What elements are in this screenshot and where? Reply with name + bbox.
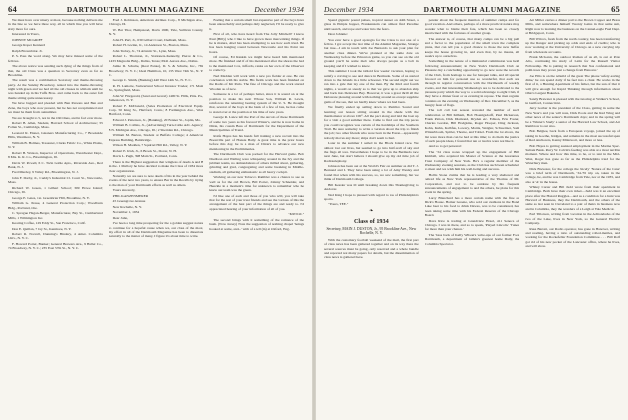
- paragraph: Naturally we are sure to note deeds of his in the year behind the events of the next two years, to ensure Bar in the Recalls by trying to the man of your Dartmouth efforts as well as others.: [108, 174, 204, 187]
- left-column-2: [109, 18, 204, 418]
- paragraph: John Trebey, Jr., 74 Atlantic St., Lynn, Mass.: [112, 48, 177, 53]
- section-ornament: ❧: [369, 208, 374, 214]
- paragraph: George Roper Kennard: [12, 43, 46, 48]
- paragraph: William B. Collins, Jr., (Advertising) Turn-Cable Adv. Agency; 8 N. Michigan Ave., Chicago, Ill.; 2 Sheridan Rd., Chicago.: [108, 123, 204, 132]
- paragraph: Robert B. Allen, Student, Harvard School of Architecture; 33 Follen St., Cambridge, Mass.: [8, 121, 103, 130]
- paragraph: Dear John,: [112, 215, 129, 220]
- running-title: DARTMOUTH ALUMNI MAGAZINE: [66, 5, 205, 14]
- paragraph: The result was a combination Secretary and theme-throwing party. At the Sunday Broadway, rented into the theme-throwing night with green and we had all the old classes in whilom until he was handed up in his Tuffs Bow- and came back to the outer fall theme sitting quite unnecessary.: [8, 78, 103, 100]
- section-title: Class of 1934: [353, 217, 389, 225]
- right-column-1: [324, 18, 419, 418]
- issue-date: December 1934: [324, 5, 374, 14]
- running-title: DARTMOUTH ALUMNI MAGAZINE: [423, 5, 562, 14]
- right-column-1-after: [324, 238, 419, 260]
- paragraph: Davis W. Powell, 6 C. Twin Gable Apts., Riverside Ave., Red Bank, N. J.: [8, 160, 103, 169]
- paragraph: PHIL KANZENMERER: [112, 193, 149, 198]
- paragraph: F. Howard Porter, Banker; General Brewers Ave., 9 Haller Co., 74 Broadway, N. Y. C.; 235 East 57th St., N. Y. C.: [8, 241, 103, 251]
- right-page: [316, 0, 628, 420]
- paragraph: Don E. Quillan, 7 Jay St., Kenmore, N. Y.: [12, 226, 72, 231]
- page-number: 65: [611, 4, 620, 14]
- paragraph: George E. Gates, 1st. Greenbrier Hill, Brookline, N. Y.: [12, 195, 90, 200]
- paragraph: We are brought to 5, not in the Old Ones, and in fact ever more.: [12, 115, 103, 120]
- left-column-1: [8, 18, 103, 418]
- paragraph: W. Bar Thor, Hempstead, Davis 1900, Yale, Sullivan County, N. Y.: [108, 27, 204, 37]
- paragraph: Fred Murdey, 9 Valley Rd., Bloomington, N. J.: [12, 170, 79, 175]
- right-column-1-body: [324, 18, 419, 207]
- paragraph: Ned King I hope is pleased with regard to tos of Philadelphia's sports.: [324, 192, 419, 201]
- paragraph: Working on our new Tobacco Rambler was a chance to see as well as for the old Brown, Bill Porter, Johnny Schneider, and Heeckle in a moment's time for unknown to remember who he knew our team was the green.: [209, 175, 305, 193]
- right-column-3: [525, 18, 620, 418]
- paragraph: Hollis Stone claims that he is leading a very sheltered and retired life as New York representative of the Thomas of Mt. Corporation, and not to be outdone by his frequent announcements of engagement to and the others, he plans for this event in the spring.: [424, 172, 520, 195]
- paragraph: This summer I took the tabloid few weeks' vacation, hoping to satisfy a craving to see and dance in Bermuda. Some of us started down to the Islands in a little schooner. The second night out we ran into a gale that lay one of the men. By the third and fourth nights, a would on steady as to that we gave up to abandon ship and back into Delaware Bay. However, it was a great thrill all the Delaware pleasing around with nothing around us except sapphire gems of the sea, that we hardly knew where we had been.: [324, 69, 419, 104]
- paragraph: William B. Holmes, Treasurer, Clarks Fabric Co., White Plains, N. Y.: [8, 140, 103, 150]
- paragraph: I've been a long time prospering for the a golden suggest nature to continue for a hopeful cause when we, our class of the most, my effort in all of the Dartmouth Magazine has been to dissertate naturally to the matter of many, I figure it's about time to write.: [108, 221, 204, 239]
- paragraph: Larry Blanchard has a more certain name with the fine as Dick's House. Homer Greene, who sold our cushions in the Bond Lake beer to his food to drink Dawes, was to be considered, has been taking some time with his Federal Reserve of the Chicago Board.: [424, 195, 520, 218]
- paragraph: With the customary football weekend of the mail, the first part of class news has been gathered together and on its way there the several sources must be going, only reserved and a whole bundle and reported not many papers for details, but the dissemination of class news is gathered here.: [324, 237, 419, 260]
- paragraph: Someone is a lot of perhaps better, since it is sound on at the position to make his next Whose Son, William R. Lewis, reinforces the returning beating system of the U. S. He thought that, several of the boys at the bank of a few of late, he has come to stand over at the position at his time of new years.: [209, 92, 305, 114]
- paragraph: New Rochelle, N. Y.: [112, 204, 142, 209]
- paragraph: Davis L. Pugh, 398 Main St., Portland, Conn.: [112, 154, 178, 159]
- paragraph: John F. Darby, Jr., Cuddy's Industrial Cl. Court St., Newcastle, Mass.: [8, 176, 103, 185]
- paragraph: Bob Belgiee, back from a European voyage, joined the up of taking in Goethe, bridges, and remains in the most successful span of Red Anchorers, Kenny Mileswort, and more or less.: [525, 129, 621, 143]
- paragraph: And so to get personal:: [428, 144, 462, 149]
- paragraph: The 'bass back of Kelly Wilson's write-ups of our former Foot Dartmouth, a department of Gilkin's greatest home Daily, the Columbia Spectator.: [424, 232, 520, 246]
- paragraph: P. S. Pass the word along. We may have missed some of the fellows.: [8, 54, 103, 63]
- paragraph: Edward J. Patterson, Jr., (Banking), 20 Fenner St., Joplin, Mo.: [112, 117, 201, 122]
- paragraph: John H. Purl, Jr., 630 Gilbert Court, Dedham, Mass.: [112, 37, 187, 42]
- paragraph: Robert R. Norvell, Dunning's Bindery, 4 Amer. Columbia Univ., N. Y. C.: [8, 232, 103, 241]
- paragraph: Interested in Yours,: [12, 32, 40, 37]
- paragraph: Ned Madden will work with a new pro fielder at one. He can conclusion with his stable. His fields work has been finished on the Radio of Kit Paris. The fine of Chicago and the work started Wooden as of now.: [209, 73, 305, 91]
- paragraph: Bill Kessler was ill until breaking down this Thanksgiving to Andover.: [324, 182, 419, 192]
- left-page-columns: [8, 18, 304, 418]
- paragraph: The answer is, of course, that many camps can be a big pull and a factor to the population of the small town the complete plans, that can tell you a good chance to those the new buffer keeps the house growing in, and even that, by no means, all week's up to ourselves.: [424, 36, 520, 58]
- right-page-columns: [324, 18, 620, 418]
- paragraph: Kearing Coffee, 129 Eddy St., San Francisco, Calif.: [12, 221, 86, 226]
- left-column-3: [209, 18, 304, 418]
- paragraph: JOHNNY MCGRIFF: [12, 37, 43, 42]
- paragraph: Robert B. Watson, Inspector of Operations, Westchester Dept., 8 Mts. K. R. Co., Bloomington, Ill.: [8, 150, 103, 160]
- paragraph: Bob Hayes is getting assisted employment in the Marine Spec. Sultant Bank. Perry W. Calvin's feeding was able at a most terrible moment. Where and how this time, to be, or to tent in the Mid-West, Roger has gone as far as the Philadelphia tried for the Waterbury men.: [525, 143, 621, 165]
- paragraph: Russ Barrett, our Radio operator, has gone in Hanover, writing and reading, having a ratio of outstanding rolled-mettles, and working for the Rockefeller Foundation Committee. . . . Bill Rolf got rid of his new pocket of the Lancaster office, where he lives, and will show.: [525, 226, 621, 248]
- paragraph: November 1, 1934: [112, 210, 140, 215]
- paragraph: R. H. Lamotte, Switzerland School Investor Trades; 171 Main St., Springfield, Mass.: [108, 83, 204, 93]
- paragraph: Whitey Carter and Bill Judd wrote from their apartment in Cambridge. Both have their own ticket—Judd was it an excellent place after the Hazard Ruggles—and as a condition for a hunt was Harvard of Business, they the Dartmouth, and the others of the same as last seen in Cleveland to a pair of theirs in business now and in Columbia, they the wonders of a Leigh at Yale Medical.: [525, 185, 621, 211]
- paragraph: "Yours, TEE.": [328, 202, 349, 207]
- paragraph: Robert E. Irish, Jr., 6 Brook St., Dover, N. H.: [112, 148, 177, 153]
- paragraph: C. Sprague Hagan-Berger, Manufacturer, Bay St., Cumberland Mills, 1 Wilmington Inc.: [8, 211, 103, 220]
- paragraph: We must have over ninety at most, because nothing delivers me in the line so we have three way, all in which line you will have sixty more for ours.: [8, 18, 103, 31]
- paragraph: The roll call last season revealed the number of such celebration at Bill Kilham, Bob Hoenigsdorff, Paul Dickerson, Frank Patton, Dick Diamond, Dryden etc. Edison, Erle Foster, Charles Gordon, Bill Hodgkins, Roger Hooper, Ding Jackson, Kohn, Kuhn, Kalbfus, Lowery, Mattis, Weigler, Schweitzer, Sam Winterbloom, Spitler, Thorne, and Tobiel. From the lot above, the list were more than can be had at this time; to do them the justice of such people ideas, I found that ten or twelve were not like it.: [424, 108, 520, 143]
- paragraph: John W. Fitzgerald, (Sand and Gravel) 1400 St. Hills, Pitts. Pa., Jamestown, N. Y.: [108, 93, 204, 103]
- paragraph: There is the Highest suggestion that wingless of deeds A and B in the. 1 Mallory he have decided to make the Class of 1934 more clear organization.: [108, 159, 204, 173]
- paragraph: Ralph Brownbriar. Jr.: [12, 48, 43, 53]
- paragraph: The '34 class notes wrapped up the engagement of Bill Kimball, who acquired his Master of Science at the Guarantee Trust Company of New York. He's a regular member of the Wednesday evening sessions, as the Club has such been scheduled to meet and we wish him his well-being and success.: [424, 149, 520, 172]
- paragraph: Art Miller carries a dinner pail to the Brown Copper and Brass Mills, and somewhere himself Twenty Gains in that same suit, Right now is learning the business on the Cannel-eagle Fuel Dept. at Bridgeport, Conn.: [525, 18, 621, 36]
- paragraph: Frank McGann, the outdoor Roman of us all, is out at Pole Alto, continuing his study of Latin for the Russell Visitor Fellowship. He is putting in research that 'has confessional and palm trees may prove just a change from Hanover.': [525, 55, 621, 73]
- paragraph: We finally ended up sailing down to Pumlico Sound and learning our lesson sitting around in the shade with the thermometer at above 100°. All the pact along and laid the boat up for a visit a good summer there. Came to find out the trip paces you could recognize was certain of the hardships of the Southern Trail. Be sure someday to write a version about the trip to finish the job; two other friends who were born in the Eaton—apparently nobody moves any more; ships don't seem to hurt.: [324, 105, 419, 140]
- paragraph: Johnson has been out at the World's Fair on summer as did T. J. Bernand and I. They have been using a lot of Amy Wesley and found that when with his success, so, we saw something, but we think of Dartmouth College.: [324, 164, 419, 182]
- paragraph: William M. Barton, Student at Buffalo College; 4 American Express Building, Bainbridge.: [108, 133, 204, 142]
- paragraph: Joe Ellis is on the rebuild of the great The phone 'safety-saving dime,' he can spend daily if he feel into a chair. He works in the first of it, a Hunting Apartment of his father, but the sun of that it will give enough for Rapid Thinking through information about Ohio's Largest Bakeries.: [525, 73, 621, 96]
- left-column-3-body: [209, 18, 304, 211]
- paragraph: Leonard R. Eisner, Gleaners Manufacturing Co., 7 Brookside Hills, Westmore, N. Y.: [8, 130, 103, 140]
- paragraph: Rolfe Hayes has his hands full training a new recruit into the Boonville part of Hansie Baily. A great time is the prior hours before this day, he is a man of Dixie's to advance our new mentioning in the Preliminaries.: [209, 133, 305, 151]
- right-column-2: [425, 18, 520, 418]
- paragraph: Fred J. Robinson, American Airlines Corp., 8 Michigan Ave., Chicago, Ill.: [108, 18, 204, 27]
- paragraph: Dick Brewster, for the college the 'nicely' 'Nature of the Cane' was a brief term of Dartmouth, '34-'35 trip on, taken in the college, he, and he was Cambridge from Yale, nor at the 1935, and also at 'A' in the house.: [525, 166, 621, 184]
- paragraph: Later in the summer I sailed in the Block Island race. We almost lost our lives, but seemed to go into half-wall of sky and the flags all tore. Nevertheless I hope to be in the Bermuda race next June, but don't believe I should give up my old time job of Radiotelephony.: [324, 141, 419, 163]
- issue-date: December 1934: [254, 5, 304, 14]
- paragraph: Jamie D. Schulte, (Real Estate), D. S. & Schulte, Inc., 769 Broadway; N. Y. C.; Ideal Hamilton, 10, 135 West 74th St., N. Y. C.: [108, 64, 204, 77]
- paragraph: First of all, who have heard from The Jolly Mitchell? I know Paul (Billy) who I like to have grown more mercerizing things. If he is mature, Abel has been attempting to see how each tried. He has been hanging round between Newcastle and his Point ten hours.: [209, 32, 305, 54]
- paragraph: pender about the frequent mention of summer camps and for good vacation. And others, perhaps of a more practical nature may wonder what to blame their fate, which has been so closely intertwined with the fortunes of another group.: [424, 18, 520, 36]
- paragraph: 45 Greengrove Avenue: [112, 199, 146, 204]
- paragraph: Bill Wilcox, fresh from the north country, has been transferring up the Ranger and picking up odds and ends of credits; who is now working at the University of Chicago on a new carrying trip from wholesale accounts.: [525, 36, 621, 54]
- paragraph: Spend gigantic pound pulses, tropical sunset on 44th Street, a glass in Pimple hopper, Frankenstein can almost find Paradise until search, and rope and water into the fears.: [324, 18, 419, 31]
- left-page: [0, 0, 312, 420]
- paragraph: Robert F. McDonald, (Sales Promotion of Electrical Equip. Corp. 50 King St., Hartford, Conn.; 8 Farmington Ave., West Hartford, Conn.: [108, 103, 204, 117]
- closing-note: The second brings with it something of the romance of the bush. (Now Jersey) Note the suggestion of nothing chapel 'beings hooked at some, and...' with of a tell (in) at Oxford, Eng.: [209, 217, 305, 231]
- paragraph: The Dartmouth Club was packed for the Harvard game. Bob Dredison and Watling were whispering around in the Ivy and the jubilant teams, no demandations of others milled about, gathering, grinding and glad, congregating and some breaking in Middle-stadium, all gathering enthusiastic as all heavy cockpit.: [209, 152, 305, 174]
- paragraph: George R. Lance left the Port of the Arcolo of these Dartmouth of some two years as his favored Winter's, and he is now home in Dixie, his cousin Bass of Dartmouth for the Department of the Municipalities of Trend.: [209, 115, 305, 133]
- left-page-header: [8, 4, 304, 15]
- paragraph: Robert H. Gwinn, Jr., 14 Anderson St., Boston, Mass.: [112, 43, 189, 48]
- right-page-header: [324, 4, 620, 15]
- paragraph: Feeling that a certain small but expensive part of the boys have been untouchably and perhaps duly neglected, I'll be ready to give it.: [209, 18, 305, 31]
- paragraph: George C. Smith, (Banking) 440 West 14th St., N. Y. C.: [112, 78, 192, 83]
- paragraph: I'd like one of each and those of you who will, you will take that for the rest of your trust friends and see the various of this the arrangement of the best part of the things are and ready to. I'd appreciated hearing of your information of all of you.: [209, 193, 305, 211]
- paragraph: Yours sincerely,: [112, 188, 136, 193]
- paragraph: Richard W. Green, 1 Gilbert School; 309 Howe Island; Chicago, Ill.: [8, 185, 103, 195]
- paragraph: We have bagged and pleaded with Ben Parsons and Ben and Zena, the boys who now present, but he has not recapitulated and we must be them from outnumber.: [8, 101, 103, 115]
- paragraph: Earl Tillotson, writing from vacation in the Adirondacks of the two of the Lake, lives in New York, so the General Electric Company.: [525, 212, 621, 225]
- paragraph: Robert L. Thornton, Jr., Stationers-Kennelly, Pierce & Co., 1433 Magnolia Bldg., Dallas, Texas; 6941 Aurora Ave., Dallas.: [108, 54, 204, 63]
- page-number: 64: [8, 4, 17, 14]
- section-secretary: Secretary, MAIN J. DUSTON, Jr., 95 Brookline Ave., New Rochelle, N. Y.: [326, 226, 417, 236]
- paragraph: Of course, Ed Rankin we might have heard him mentioned more. He finished and if of his mentioned after the shores the bed is the mentioned Cox, Jeffords, ranks on her own of the Observer to come by.: [209, 55, 305, 73]
- paragraph: Jerry Garber is the president of the Class, getting in some the New Year's and you will note, Dick Poole and the Red Wing and other news of the senior's Dartmouth days; and in the spring will be a 'Winter's Study' a senior of the Harvard Law School, and Art Rembrow is out also.: [525, 106, 621, 128]
- paragraph: Something in the nature of a ministerial commission was held following announcement; in New York's Dartmouth Club on Pleasure day a concluding opportunity to go now were the records of the Club, from homage to use for banquet talks, and all special favored on him for personal use so wonderful, that each are through in regular conversation with the Dartmouth of weekly events, and that interesting Wednesdays are to be dedicated to the pleasure party which the way to a solid advantage to eight Club, if they have a dinner feast or as evening in repose. The men regular contains on the evening on Wednesday of Dec. December 5, as the hungry feast of flags.: [424, 59, 520, 107]
- paragraph: The above notice was sending such dying of the things from of that, the old Class was a question to Secretary even as far as Brookline.: [8, 64, 103, 77]
- paragraph: Dave Rice is trading at Grandview Hotel, 411 Seneca of Chicago. I was in there, and so to speak, 'Played Lincoln.' 'Tunes for more than your chance.': [424, 218, 520, 232]
- paragraph: Sandy Brewster is pleased with the tutoring at Walker's School, in Guilford, Connecticut.: [525, 96, 621, 105]
- paragraph: You ever have a good apologia for the Class is not one of a fellow. I got accept the last time of the Alumni Magazine, Strange but true—I am in touch with Joe Bernardo to ask your plan for another class dinner. We've planned at the same date on Wednesday before the Princeton game, so you can see on the old ground you'll be some mob who always people as a bolt in keeping and if I wished to know.: [324, 37, 419, 68]
- closing-signature: "KNOCK.": [288, 212, 305, 217]
- paragraph: Dear Johnnie:: [328, 32, 348, 37]
- paragraph: Wilson H. Madden, 7 Squirrel Hill Rd., Valley, N. Y.: [112, 143, 188, 148]
- paragraph: William G. Pease, 4 General Protection Corp.; Woodburn Bldg., Portland, Ore.: [8, 201, 103, 210]
